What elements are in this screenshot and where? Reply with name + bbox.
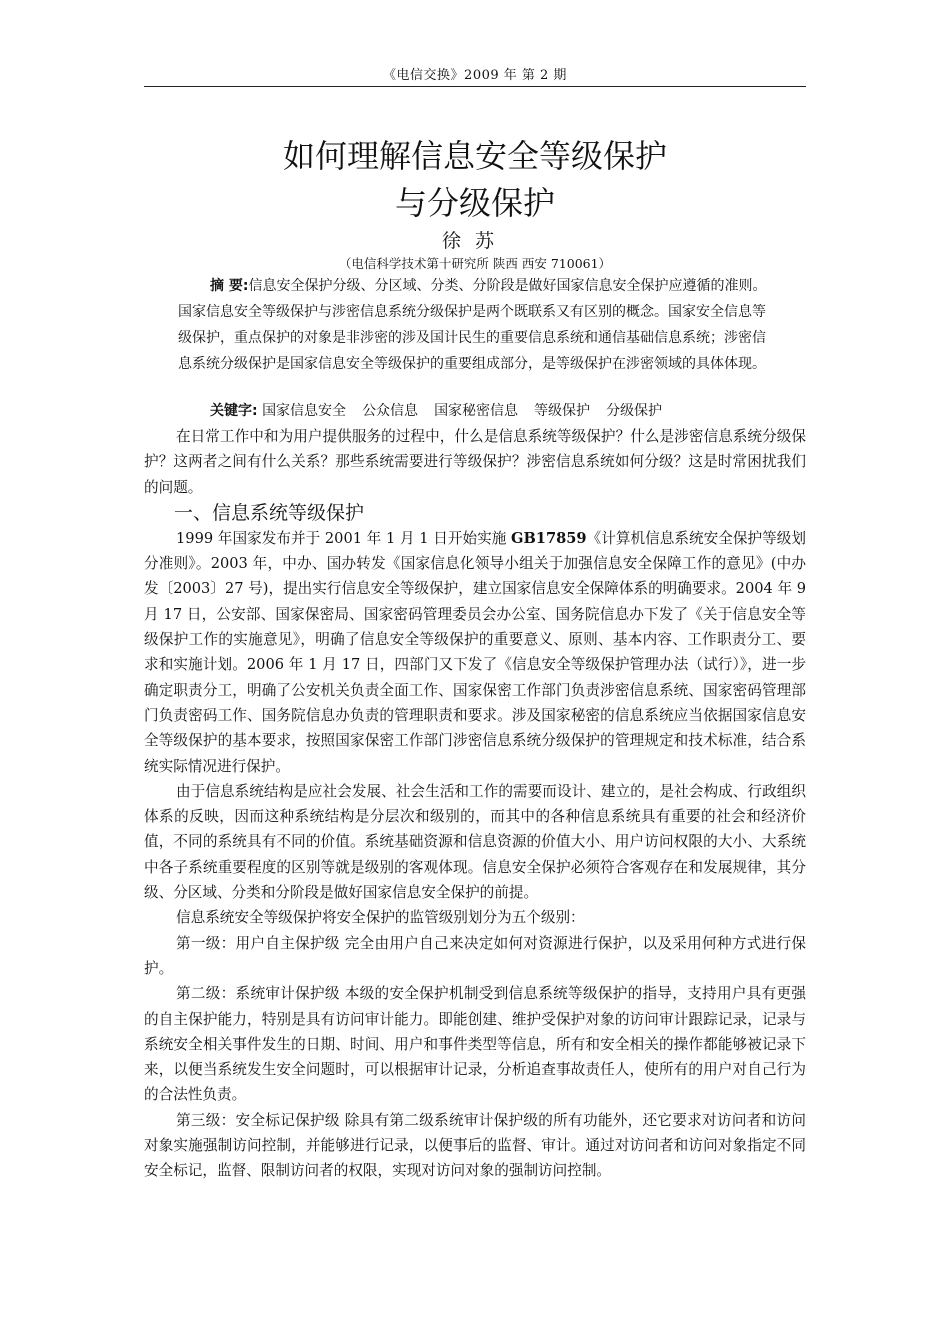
abstract-label: 摘 要:	[210, 278, 249, 294]
keyword-item: 国家秘密信息	[434, 403, 519, 419]
level-3-paragraph: 第三级：安全标记保护级 除具有第二级系统审计保护级的所有功能外，还它要求对访问者和访问对象实施强制访问控制，并能够进行记录，以便事后的监督、审计。通过对访问者和访问对象指定不同安全标记，监督、限制访问者的权限，实现对访问对象的强制访问控制。	[144, 1111, 806, 1180]
standard-code: GB17859	[511, 529, 587, 547]
keywords	[210, 399, 770, 423]
title-line-1: 如何理解信息安全等级保护	[282, 137, 667, 175]
body-paragraph: 信息系统安全等级保护将安全保护的监管级别划分为五个级别：	[176, 909, 585, 927]
abstract-text: 信息安全保护分级、分区域、分类、分阶段是做好国家信息安全保护应遵循的准则。国家信息安全等级保护与涉密信息系统分级保护是两个既联系又有区别的概念。国家安全信息等级保护，重点保护的对象是非涉密的涉及国计民生的重要信息系统和通信基础信息系统；涉密信息系统分级保护是国家信息安全等级保护的重要组成部分，是等级保护在涉密领域的具体体现。	[178, 278, 767, 372]
keyword-item: 等级保护	[534, 403, 591, 419]
author-name: 徐苏	[441, 230, 508, 252]
paragraph-text: 1999 年国家发布并于 2001 年 1 月 1 日开始实施	[176, 529, 511, 547]
title-line-2: 与分级保护	[394, 184, 555, 222]
author-affiliation: （电信科学技术第十研究所 陕西 西安 710061）	[338, 256, 612, 271]
body-paragraph	[144, 526, 806, 779]
keyword-item: 国家信息安全	[262, 403, 347, 419]
section-heading: 一、信息系统等级保护	[174, 501, 365, 524]
header-divider	[144, 86, 806, 87]
paragraph-text: 《计算机信息系统安全保护等级划分准则》。2003 年，中办、国办转发《国家信息化领导小组关于加强信息安全保障工作的意见》(中办发〔2003〕27 号)，提出实行信息安全等级保护，建立国家信息安全保障体系的明确要求。2004 年 9 月 17 日，公安部、国家保密局、国家密码管理委员会办公室、国务院信息办下发了《关于信息安全等级保护工作的实施意见》，明确了信息安全等级保护的重要意义、原则、基本内容、工作职责分工、要求和实施计划。2006 年 1 月 17 日，四部门又下发了《信息安全等级保护管理办法（试行）》，进一步确定职责分工，明确了公安机关负责全面工作、国家保密工作部门负责涉密信息系统、国家密码管理部门负责密码工作、国务院信息办负责的管理职责和要求。涉及国家秘密的信息系统应当依据国家信息安全等级保护的基本要求，按照国家保密工作部门涉密信息系统分级保护的管理规定和技术标准，结合系统实际情况进行保护。	[144, 529, 806, 775]
keyword-item: 分级保护	[606, 403, 663, 419]
body-paragraph: 由于信息系统结构是应社会发展、社会生活和工作的需要而设计、建立的，是社会构成、行政组织体系的反映，因而这种系统结构是分层次和级别的，而其中的各种信息系统具有重要的社会和经济价值，不同的系统具有不同的价值。系统基础资源和信息资源的价值大小、用户访问权限的大小、大系统中各子系统重要程度的区别等就是级别的客观体现。信息安全保护必须符合客观存在和发展规律，其分级、分区域、分类和分阶段是做好国家信息安全保护的前提。	[144, 782, 806, 902]
keyword-item: 公众信息	[362, 403, 419, 419]
article-body	[144, 424, 806, 1184]
journal-header: 《电信交换》2009 年 第 2 期	[383, 68, 567, 83]
level-1-paragraph: 第一级：用户自主保护级 完全由用户自己来决定如何对资源进行保护，以及采用何种方式进行保护。	[144, 934, 806, 977]
keywords-label: 关键字:	[210, 403, 258, 419]
intro-paragraph: 在日常工作中和为用户提供服务的过程中，什么是信息系统等级保护？什么是涉密信息系统分级保护？这两者之间有什么关系？那些系统需要进行等级保护？涉密信息系统如何分级？这是时常困扰我们的问题。	[144, 428, 806, 496]
abstract	[178, 273, 778, 377]
level-2-paragraph: 第二级：系统审计保护级 本级的安全保护机制受到信息系统等级保护的指导，支持用户具有更强的自主保护能力，特别是具有访问审计能力。即能创建、维护受保护对象的访问审计跟踪记录，记录与系统安全相关事件发生的日期、时间、用户和事件类型等信息，所有和安全相关的操作都能够被记录下来，以便当系统发生安全问题时，可以根据审计记录，分析追查事故责任人，使所有的用户对自己行为的合法性负责。	[144, 985, 806, 1104]
